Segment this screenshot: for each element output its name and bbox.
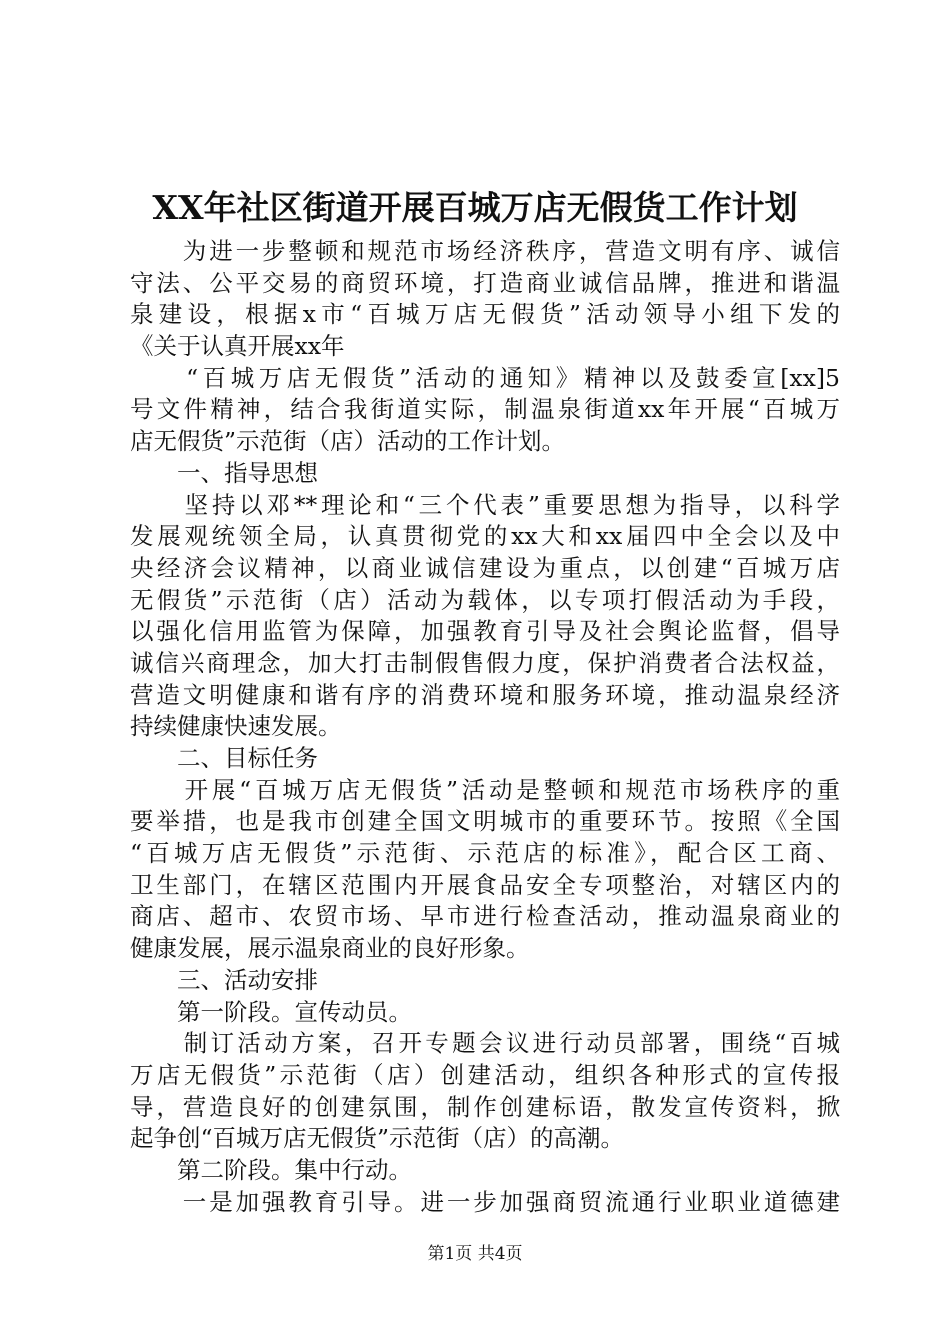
body-line: 《关于认真开展xx年 [130,332,345,361]
body-line: 诚信兴商理念，加大打击制假售假力度，保护消费者合法权益， [130,648,840,677]
document-title: XX年社区街道开展百城万店无假货工作计划 [152,188,798,227]
body-line: 开展“百城万店无假货”活动是整顿和规范市场秩序的重 [130,775,840,804]
body-line: 二、目标任务 [130,744,318,772]
body-line: 第二阶段。集中行动。 [130,1155,412,1184]
body-line: 店无假货”示范街（店）活动的工作计划。 [130,427,566,456]
body-line: 发展观统领全局，认真贯彻党的xx大和xx届四中全会以及中 [130,522,840,551]
document-body [130,236,840,1218]
body-line: 导，营造良好的创建氛围，制作创建标语，散发宣传资料，掀 [130,1092,840,1121]
body-line: 一、指导思想 [130,458,318,487]
body-line: 守法、公平交易的商贸环境，打造商业诚信品牌，推进和谐温 [130,268,840,297]
body-line: 央经济会议精神，以商业诚信建设为重点，以创建“百城万店 [130,553,840,582]
body-line: 无假货”示范街（店）活动为载体，以专项打假活动为手段， [130,585,840,614]
body-line: 坚持以邓**理论和“三个代表”重要思想为指导，以科学 [130,490,840,519]
body-line: 商店、超市、农贸市场、早市进行检查活动，推动温泉商业的 [130,902,840,931]
body-line: 要举措，也是我市创建全国文明城市的重要环节。按照《全国 [130,807,840,836]
body-line: 卫生部门，在辖区范围内开展食品安全专项整治，对辖区内的 [130,870,840,899]
body-line: 为进一步整顿和规范市场经济秩序，营造文明有序、诚信 [130,237,840,265]
body-line: 第一阶段。宣传动员。 [130,997,412,1026]
body-line: 起争创“百城万店无假货”示范街（店）的高潮。 [130,1124,625,1153]
body-line: 营造文明健康和谐有序的消费环境和服务环境，推动温泉经济 [130,680,840,709]
body-line: 三、活动安排 [130,965,318,994]
body-line: 一是加强教育引导。进一步加强商贸流通行业职业道德建 [130,1187,840,1216]
body-line: 号文件精神，结合我街道实际，制温泉街道xx年开展“百城万 [130,395,840,424]
body-line: 制订活动方案，召开专题会议进行动员部署，围绕“百城 [130,1029,840,1058]
body-line: 泉建设，根据x市“百城万店无假货”活动领导小组下发的 [130,300,840,329]
body-line: 以强化信用监管为保障，加强教育引导及社会舆论监督，倡导 [130,617,840,646]
body-line: 万店无假货”示范街（店）创建活动，组织各种形式的宣传报 [130,1060,840,1089]
body-line: “百城万店无假货”示范街、示范店的标准》，配合区工商、 [130,839,840,868]
body-line: 健康发展，展示温泉商业的良好形象。 [130,934,530,963]
page-footer: 第1页 共4页 [427,1244,523,1264]
body-line: 持续健康快速发展。 [130,712,342,741]
body-line: “百城万店无假货”活动的通知》精神以及鼓委宣[xx]5 [130,363,840,392]
